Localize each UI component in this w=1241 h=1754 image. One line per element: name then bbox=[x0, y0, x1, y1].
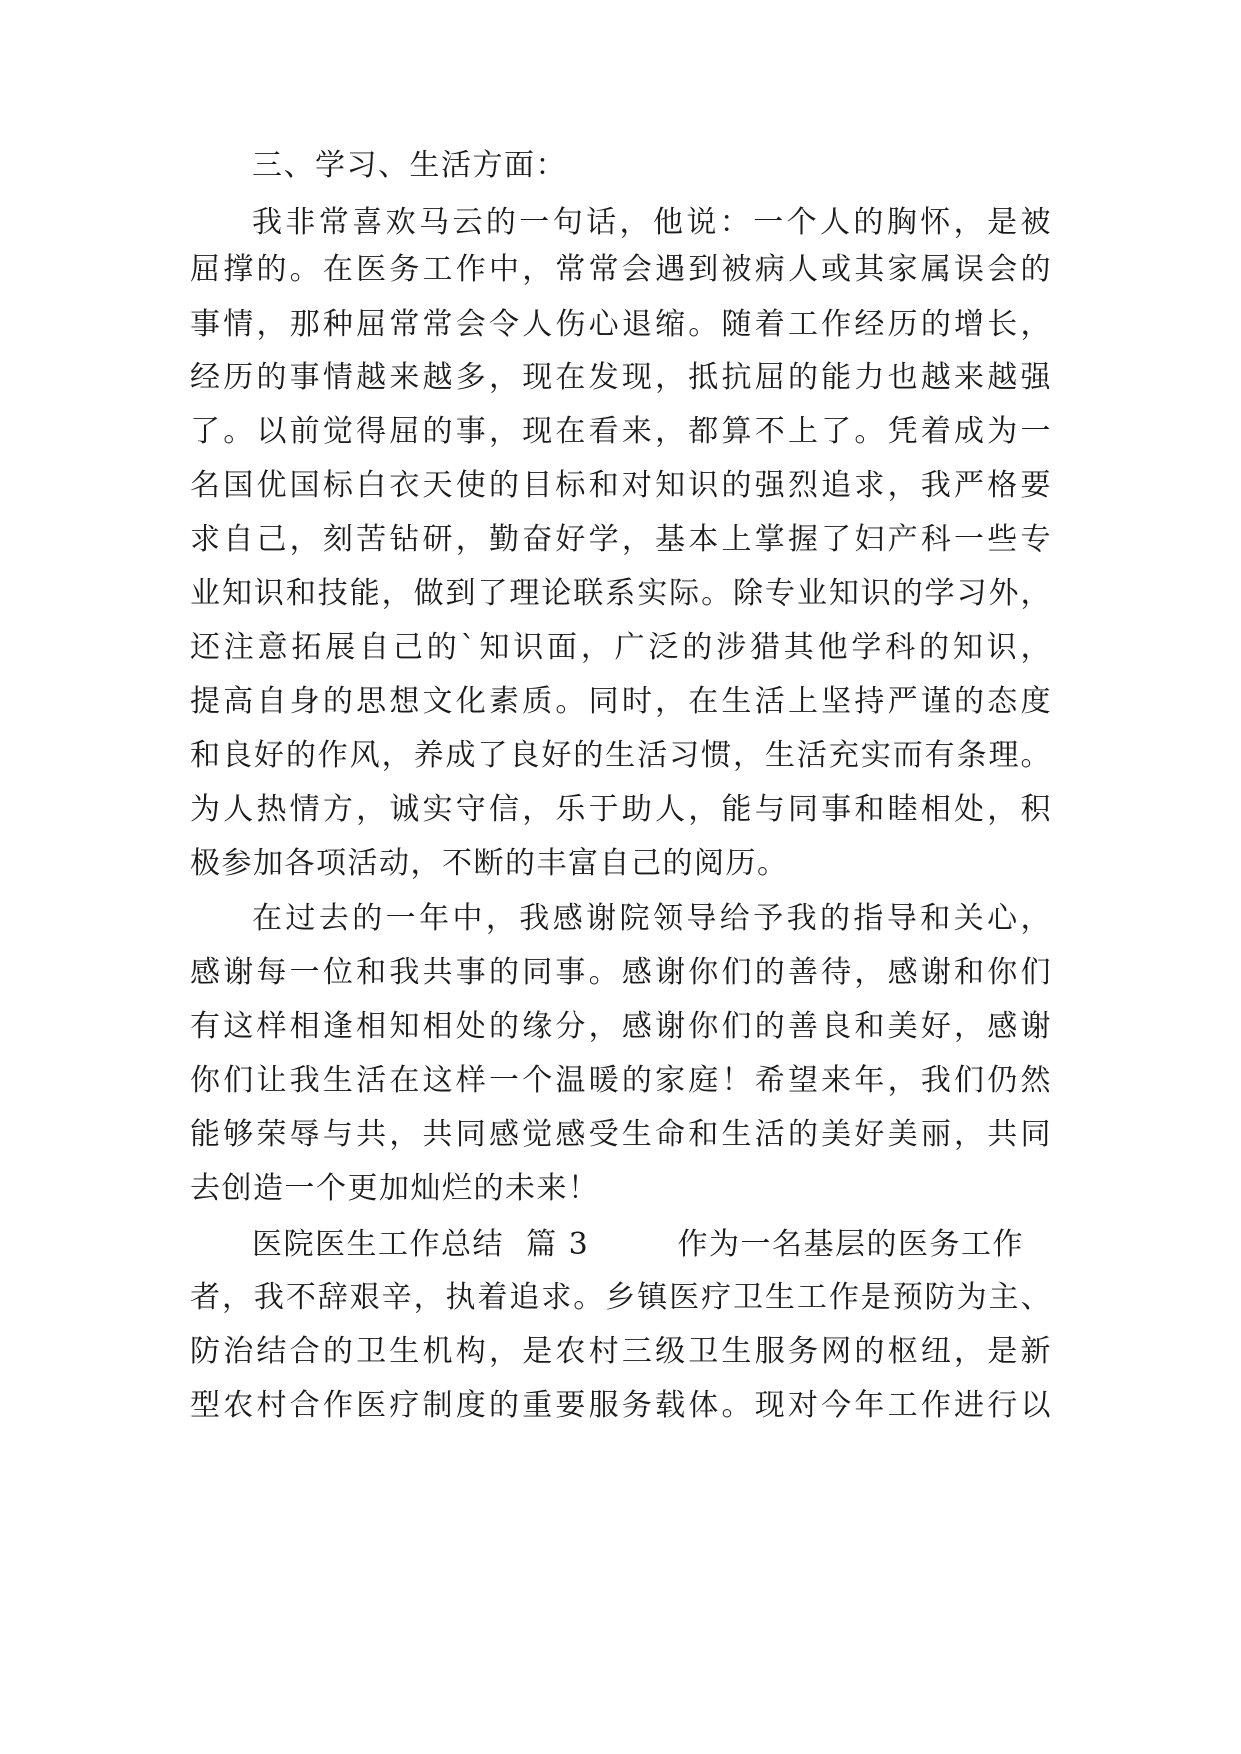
paragraph-1-line-1: 我非常喜欢马云的一句话，他说：一个人的胸怀，是被 bbox=[252, 205, 1052, 240]
paragraph-1-line-13: 极参加各项活动，不断的丰富自己的阅历。 bbox=[190, 846, 789, 881]
paragraph-1-line-7: 求自己，刻苦钻研，勤奋好学，基本上掌握了妇产科一些专 bbox=[190, 522, 1052, 557]
paragraph-3-line-4: 型农村合作医疗制度的重要服务载体。现对今年工作进行以 bbox=[190, 1388, 1052, 1423]
paragraph-1-line-8: 业知识和技能，做到了理论联系实际。除专业知识的学习外， bbox=[190, 576, 1052, 611]
paragraph-1-line-9: 还注意拓展自己的`知识面，广泛的涉猎其他学科的知识， bbox=[190, 630, 1052, 665]
section-heading: 三、学习、生活方面： bbox=[252, 148, 567, 183]
paragraph-2-line-4: 你们让我生活在这样一个温暖的家庭！希望来年，我们仍然 bbox=[190, 1063, 1052, 1098]
paragraph-3-line-1: 医院医生工作总结 篇 3 作为一名基层的医务工作 bbox=[252, 1227, 1024, 1262]
paragraph-2-line-1: 在过去的一年中，我感谢院领导给予我的指导和关心， bbox=[252, 901, 1052, 936]
paragraph-2-line-6: 去创造一个更加灿烂的未来！ bbox=[190, 1171, 600, 1206]
paragraph-2-line-2: 感谢每一位和我共事的同事。感谢你们的善待，感谢和你们 bbox=[190, 955, 1052, 990]
paragraph-1-line-2: 屈撑的。在医务工作中，常常会遇到被病人或其家属误会的 bbox=[190, 252, 1052, 287]
paragraph-3-line-3: 防治结合的卫生机构，是农村三级卫生服务网的枢纽，是新 bbox=[190, 1334, 1052, 1369]
paragraph-2-line-3: 有这样相逢相知相处的缘分，感谢你们的善良和美好，感谢 bbox=[190, 1009, 1052, 1044]
paragraph-1-line-11: 和良好的作风，养成了良好的生活习惯，生活充实而有条理。 bbox=[190, 738, 1052, 773]
paragraph-1-line-4: 经历的事情越来越多，现在发现，抵抗屈的能力也越来越强 bbox=[190, 360, 1052, 395]
paragraph-1-line-10: 提高自身的思想文化素质。同时，在生活上坚持严谨的态度 bbox=[190, 684, 1052, 719]
paragraph-1-line-3: 事情，那种屈常常会令人伤心退缩。随着工作经历的增长， bbox=[190, 307, 1052, 342]
paragraph-3-line-2: 者，我不辞艰辛，执着追求。乡镇医疗卫生工作是预防为主、 bbox=[190, 1280, 1052, 1315]
paragraph-2-line-5: 能够荣辱与共，共同感觉感受生命和生活的美好美丽，共同 bbox=[190, 1117, 1052, 1152]
paragraph-1-line-5: 了。以前觉得屈的事，现在看来，都算不上了。凭着成为一 bbox=[190, 414, 1052, 449]
paragraph-1-line-12: 为人热情方，诚实守信，乐于助人，能与同事和睦相处，积 bbox=[190, 792, 1052, 827]
paragraph-1-line-6: 名国优国标白衣天使的目标和对知识的强烈追求，我严格要 bbox=[190, 468, 1052, 503]
